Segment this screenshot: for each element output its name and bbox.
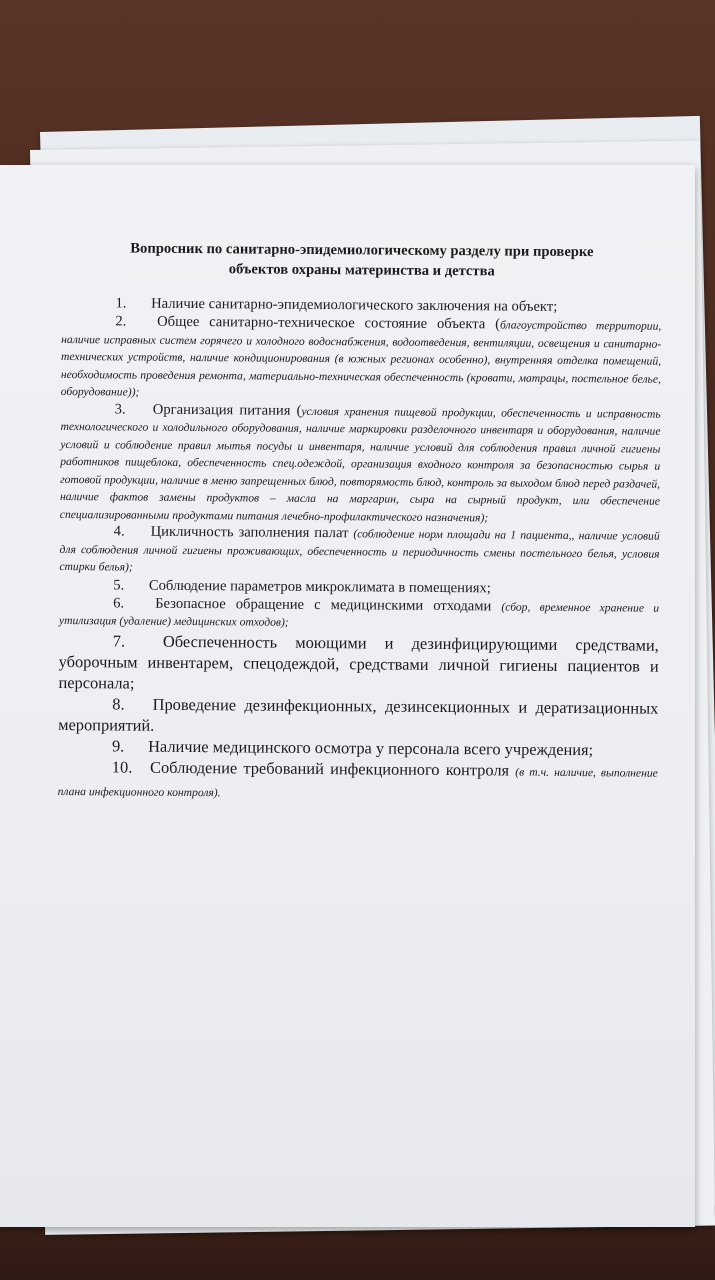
list-item-note: (сбор, временное хранение и утилизация (удаление) медицинских отходов); bbox=[58, 599, 660, 629]
list-item-text: Наличие санитарно-эпидемиологического заключения на объект; bbox=[151, 295, 558, 315]
list-item-number: 7. bbox=[112, 630, 126, 651]
list-item-note: (соблюдение норм площади на 1 пациента,, наличие условий для соблюдения личной гигиены проживающих, обеспеченность и периодичность смены постельного белья, условия стирки белья); bbox=[59, 527, 660, 574]
list-item-8 bbox=[58, 692, 658, 739]
list-item-number: 2. bbox=[115, 313, 127, 330]
list-item-number: 4. bbox=[113, 523, 125, 540]
list-item-10 bbox=[58, 755, 658, 806]
list-item-6 bbox=[59, 594, 659, 634]
document-content bbox=[58, 238, 662, 806]
list-item-number: 3. bbox=[114, 400, 126, 418]
list-item-number: 8. bbox=[112, 693, 125, 714]
list-item-note: благоустройство территории, наличие исправных систем горячего и холодного водоснабжения, водоотведения, вентиляции, освещения и санитарно-технических устройств, наличие кондиционирования (в южных регионах особенно), внутренняя отделка помещений, необходимость проведения ремонта, материально-техническая обеспеченность (кровати, матрацы, постельное белье, оборудование)); bbox=[60, 318, 662, 399]
list-item-text: Наличие медицинского осмотра у персонала всего учреждения; bbox=[148, 736, 594, 759]
list-item-text: Цикличность заполнения палат bbox=[150, 523, 354, 542]
list-item-text: Соблюдение требований инфекционного контроля bbox=[150, 757, 516, 780]
list-item-4 bbox=[59, 523, 659, 580]
list-item-text: Общее санитарно-техническое состояние объекта ( bbox=[157, 313, 501, 333]
list-item-number: 6. bbox=[113, 594, 125, 611]
list-item-text: Проведение дезинфекционных, дезинсекционных и дератизационных мероприятий. bbox=[58, 694, 659, 735]
list-item-7 bbox=[58, 629, 658, 697]
list-item-note: (в т.ч. наличие, выполнение плана инфекционного контроля). bbox=[57, 765, 658, 799]
list-item-note: условия хранения пищевой продукции, обеспеченность и исправность технологического и холодильного оборудования, наличие маркировки разделочного инвентаря и оборудования, наличие условий и соблюдение правил мытья посуды и инвентаря, наличие условий для соблюдения правил личной гигиены работников пищеблока, обеспеченность спец.одеждой, организация входного контроля за безопасностью сырья и готовой продукции, наличие в меню запрещенных блюд, повторямость блюд, контроль за выходом блюд перед раздачей, наличие фактов замены продуктов – масла на маргарин, сыра на сырный продукт, или обеспечение специализированными продуктами питания лечебно-профилактического назначения); bbox=[59, 404, 661, 524]
list-item-number: 1. bbox=[115, 295, 127, 312]
list-item-number: 9. bbox=[111, 735, 125, 756]
document-title-line-1: Вопросник по санитарно-эпидемиологическому разделу при проверке bbox=[130, 240, 594, 261]
list-item-text: Обеспеченность моющими и дезинфицирующими средствами, уборочным инвентарем, спецодеждой, средствами личной гигиены пациентов и персонала; bbox=[58, 631, 659, 693]
list-item-text: Соблюдение параметров микроклимата в помещениях; bbox=[148, 577, 491, 596]
list-item-number: 10. bbox=[111, 756, 133, 777]
list-item-text: Организация питания ( bbox=[152, 401, 302, 419]
list-item-text: Безопасное обращение с медицинскими отходами bbox=[155, 595, 502, 614]
document-title bbox=[62, 238, 662, 283]
document-title-line-2: объектов охраны материнства и детства bbox=[228, 261, 495, 280]
list-item-number: 5. bbox=[113, 576, 125, 593]
list-item-2 bbox=[61, 313, 662, 405]
list-item-3 bbox=[60, 400, 661, 527]
